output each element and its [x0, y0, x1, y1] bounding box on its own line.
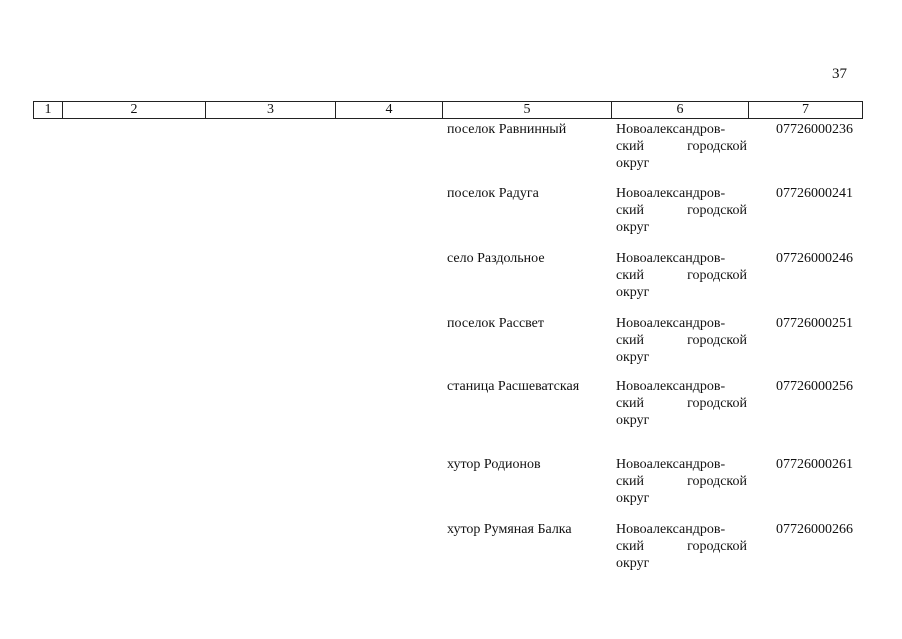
district-cell	[616, 250, 747, 301]
district-line: Новоалександров-	[616, 522, 726, 537]
district-line: ский	[616, 333, 644, 348]
district-line: городской	[687, 268, 747, 283]
column-header-4: 4	[336, 102, 443, 119]
district-line: ский	[616, 139, 644, 154]
district-line: округ	[616, 285, 650, 300]
district-line: городской	[687, 474, 747, 489]
oktmo-code: 07726000261	[776, 457, 853, 472]
district-cell	[616, 315, 747, 366]
district-line: городской	[687, 539, 747, 554]
column-header-6: 6	[612, 102, 749, 119]
column-header-1: 1	[34, 102, 63, 119]
district-line: округ	[616, 491, 650, 506]
district-line: ский	[616, 396, 644, 411]
page-number: 37	[832, 66, 847, 82]
oktmo-code: 07726000241	[776, 186, 853, 201]
column-header-7: 7	[749, 102, 863, 119]
oktmo-code: 07726000251	[776, 316, 853, 331]
oktmo-code: 07726000266	[776, 522, 853, 537]
column-header-table	[33, 101, 863, 119]
column-header-2: 2	[63, 102, 206, 119]
district-line: Новоалександров-	[616, 122, 726, 137]
column-header-3: 3	[206, 102, 336, 119]
district-line: городской	[687, 203, 747, 218]
settlement-name: станица Расшеватская	[447, 379, 580, 394]
oktmo-code: 07726000236	[776, 122, 853, 137]
settlement-name: хутор Родионов	[447, 457, 541, 472]
district-line: ский	[616, 474, 644, 489]
oktmo-code: 07726000256	[776, 379, 853, 394]
settlement-name: поселок Радуга	[447, 186, 539, 201]
district-line: Новоалександров-	[616, 457, 726, 472]
district-line: ский	[616, 268, 644, 283]
district-line: округ	[616, 350, 650, 365]
settlement-name: село Раздольное	[447, 251, 545, 266]
district-line: Новоалександров-	[616, 186, 726, 201]
settlement-name: поселок Рассвет	[447, 316, 545, 331]
district-line: Новоалександров-	[616, 251, 726, 266]
district-line: округ	[616, 156, 650, 171]
district-line: городской	[687, 333, 747, 348]
district-line: округ	[616, 220, 650, 235]
district-cell	[616, 521, 747, 572]
district-line: городской	[687, 396, 747, 411]
district-line: округ	[616, 556, 650, 571]
settlement-name: хутор Румяная Балка	[447, 522, 572, 537]
district-line: округ	[616, 413, 650, 428]
district-cell	[616, 185, 747, 236]
district-cell	[616, 121, 747, 172]
district-line: ский	[616, 203, 644, 218]
column-header-row	[34, 102, 863, 119]
district-cell	[616, 378, 747, 429]
district-line: городской	[687, 139, 747, 154]
settlement-name: поселок Равнинный	[447, 122, 567, 137]
district-line: ский	[616, 539, 644, 554]
column-header-5: 5	[443, 102, 612, 119]
district-line: Новоалександров-	[616, 379, 726, 394]
district-line: Новоалександров-	[616, 316, 726, 331]
oktmo-code: 07726000246	[776, 251, 853, 266]
district-cell	[616, 456, 747, 507]
